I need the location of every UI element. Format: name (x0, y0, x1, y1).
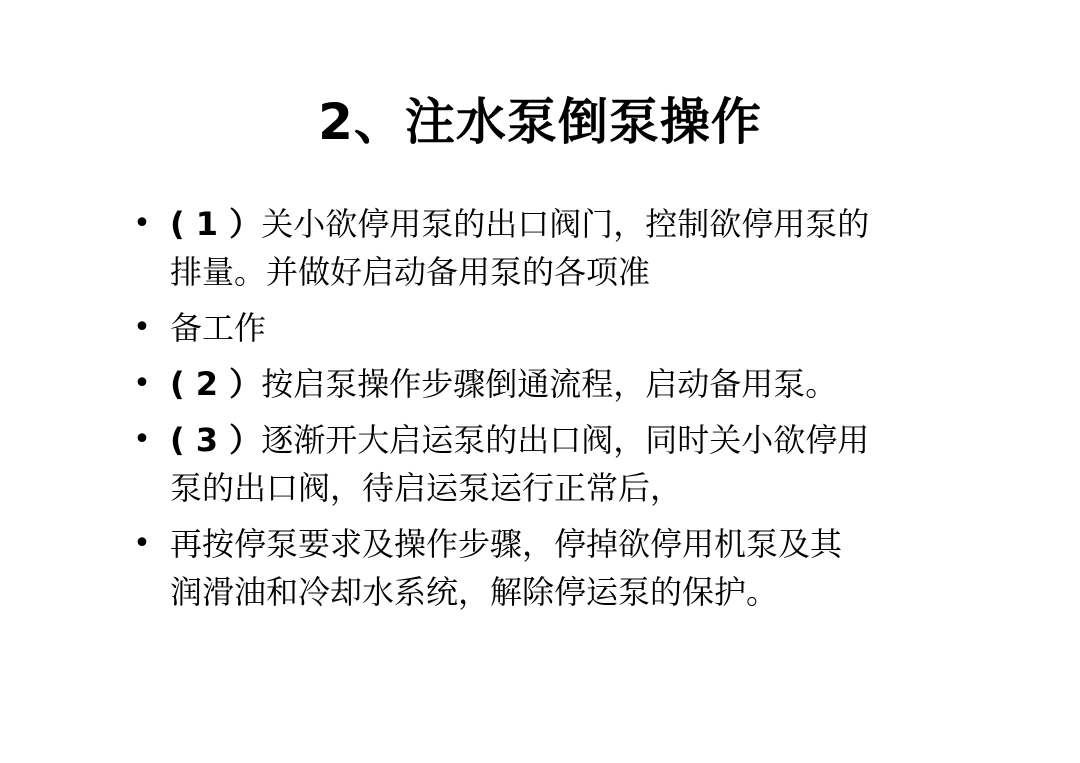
bullet-icon: • (133, 206, 151, 241)
list-item-line (170, 200, 962, 248)
list-item-line: 排量。并做好启动备用泵的各项准 (170, 253, 651, 291)
list-item-line (170, 416, 962, 464)
list-item-line: 泵的出口阀，待启运泵运行正常后， (170, 469, 683, 507)
list-item-line: 备工作 (170, 309, 267, 347)
item-text: 关小欲停用泵的出口阀门，控制欲停用泵的 (261, 205, 870, 243)
item-text: 按启泵操作步骤倒通流程，启动备用泵。 (261, 365, 838, 403)
bullet-list (132, 200, 962, 624)
list-item (132, 520, 962, 616)
item-number: ( 3 ） (170, 421, 262, 459)
list-item (132, 200, 962, 296)
list-item (132, 360, 962, 408)
bullet-icon: • (133, 422, 151, 457)
item-number: ( 2 ） (170, 365, 262, 403)
list-item (132, 416, 962, 512)
item-number: ( 1 ） (170, 205, 262, 243)
slide-title: 2、注水泵倒泵操作 (318, 93, 762, 151)
list-item-line: 润滑油和冷却水系统，解除停运泵的保护。 (170, 573, 779, 611)
bullet-icon: • (133, 366, 151, 401)
list-item-line: 再按停泵要求及操作步骤，停掉欲停用机泵及其 (170, 525, 843, 563)
bullet-icon: • (133, 526, 151, 561)
list-item-line (170, 360, 962, 408)
list-item (132, 304, 962, 352)
item-text: 逐渐开大启运泵的出口阀，同时关小欲停用 (261, 421, 870, 459)
bullet-icon: • (133, 310, 151, 345)
